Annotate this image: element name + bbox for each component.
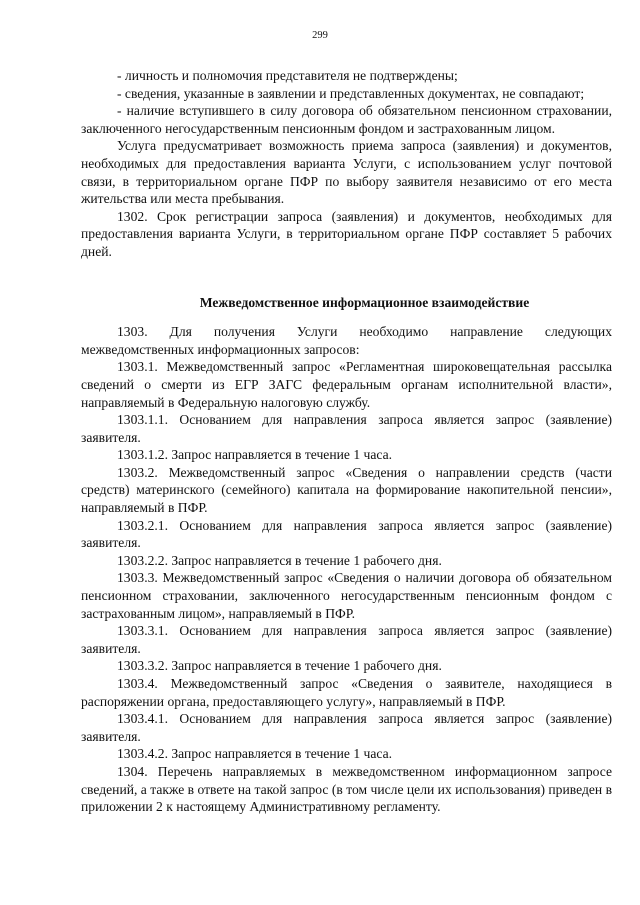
paragraph: 1303.2.1. Основанием для направления запроса является запрос (заявление) заявителя. xyxy=(81,517,612,551)
paragraph: 1303.3. Межведомственный запрос «Сведения о наличии договора об обязательном пенсионном страховании, заключенного негосударственным пенсионным фондом с застрахованным лицом», направляемый в ПФР. xyxy=(81,570,612,621)
paragraph: - наличие вступившего в силу договора об обязательном пенсионном страховании, заключенного негосударственным пенсионным фондом и застрахованным лицом. xyxy=(81,103,612,136)
paragraph: 1303.4. Межведомственный запрос «Сведения о заявителе, находящиеся в распоряжении органа, предоставляющего услугу», направляемый в ПФР. xyxy=(81,676,612,709)
page-number: 299 xyxy=(312,30,328,41)
paragraph: 1303.1. Межведомственный запрос «Регламентная широковещательная рассылка сведений о смерти из ЕГР ЗАГС федеральным органам исполнительной власти», направляемый в Федеральную налоговую службу. xyxy=(81,359,612,410)
section-heading: Межведомственное информационное взаимодействие xyxy=(199,294,530,310)
paragraph: 1303.1.1. Основанием для направления запроса является запрос (заявление) заявителя. xyxy=(81,412,612,445)
paragraph: 1303.2. Межведомственный запрос «Сведения о направлении средств (части средств) материнского (семейного) капитала на формирование накопительной пенсии», направляемый в ПФР. xyxy=(81,464,612,516)
paragraph: 1303.4.1. Основанием для направления запроса является запрос (заявление) заявителя. xyxy=(81,711,612,744)
paragraph: 1302. Срок регистрации запроса (заявления) и документов, необходимых для предоставления варианта Услуги, в территориальном органе ПФР составляет 5 рабочих дней. xyxy=(81,208,612,259)
paragraph: - личность и полномочия представителя не подтверждены; xyxy=(117,68,458,83)
paragraph: 1303. Для получения Услуги необходимо направление следующих межведомственных информационных запросов: xyxy=(81,324,612,357)
paragraph: 1303.2.2. Запрос направляется в течение 1 рабочего дня. xyxy=(117,552,442,568)
paragraph: 1303.1.2. Запрос направляется в течение 1 часа. xyxy=(117,447,393,463)
paragraph: 1303.4.2. Запрос направляется в течение 1 часа. xyxy=(117,746,393,762)
paragraph: 1303.3.1. Основанием для направления запроса является запрос (заявление) заявителя. xyxy=(81,623,612,656)
document-body xyxy=(81,67,612,816)
paragraph: - сведения, указанные в заявлении и представленных документах, не совпадают; xyxy=(117,85,585,101)
paragraph: Услуга предусматривает возможность приема запроса (заявления) и документов, необходимых для предоставления варианта Услуги, с использованием услуг почтовой связи, в территориальном органе ПФР по выбору заявителя независимо от его места жительства или места пребывания. xyxy=(81,138,612,207)
paragraph: 1303.3.2. Запрос направляется в течение 1 рабочего дня. xyxy=(117,658,442,674)
paragraph: 1304. Перечень направляемых в межведомственном информационном запросе сведений, а также в ответе на такой запрос (в том числе цели их использования) приведен в приложении 2 к настоящему Административному регламенту. xyxy=(81,763,612,815)
